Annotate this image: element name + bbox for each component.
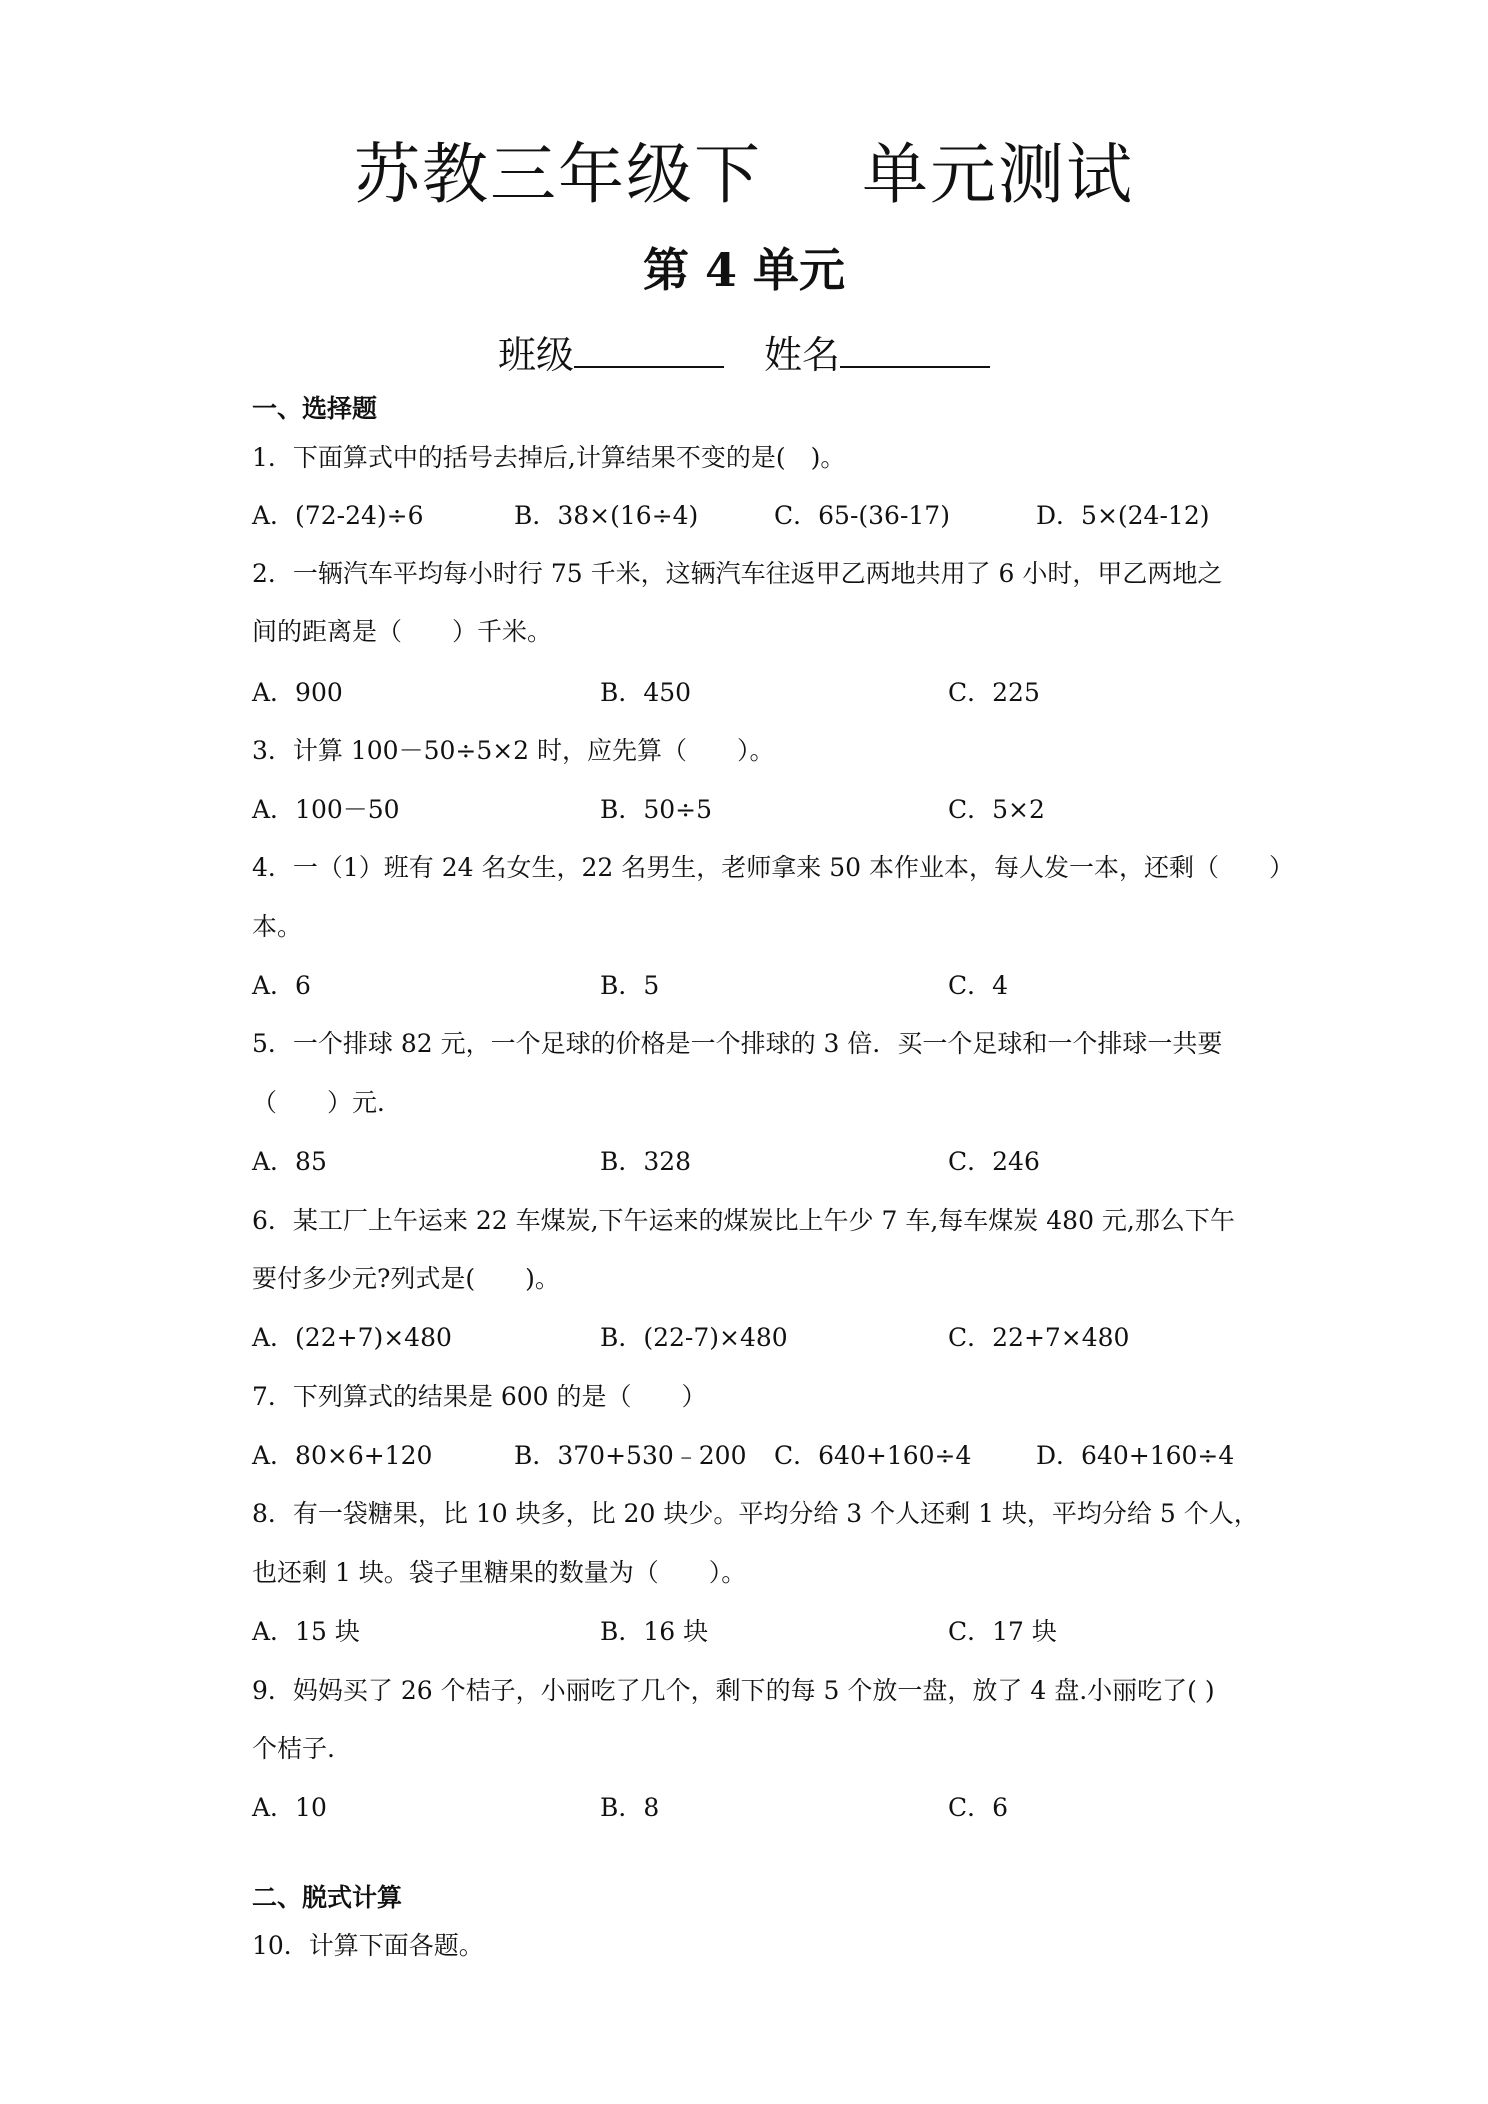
question-6-options — [252, 1320, 1252, 1356]
option-a[interactable]: A．(72-24)÷6 — [252, 501, 424, 530]
option-a[interactable]: A．10 — [252, 1793, 327, 1822]
option-a[interactable]: A．900 — [252, 678, 343, 707]
class-blank[interactable] — [574, 322, 724, 368]
name-label: 姓名 — [764, 333, 841, 377]
option-b[interactable]: B．16 块 — [600, 1617, 709, 1646]
question-5-text: 5．一个排球 82 元，一个足球的价格是一个排球的 3 倍．买一个足球和一个排球一共要 — [252, 1029, 1223, 1058]
option-b[interactable]: B．450 — [600, 678, 692, 707]
title-right: 单元测试 — [862, 136, 1134, 213]
question-3-text: 3．计算 100－50÷5×2 时，应先算（ ）。 — [252, 736, 775, 765]
option-c[interactable]: C．246 — [948, 1147, 1040, 1176]
question-8-text-cont: 也还剩 1 块。袋子里糖果的数量为（ ）。 — [252, 1558, 747, 1587]
question-9-text: 9．妈妈买了 26 个桔子，小丽吃了几个，剩下的每 5 个放一盘，放了 4 盘.小丽吃了( ) — [252, 1676, 1215, 1705]
option-b[interactable]: B．50÷5 — [600, 795, 713, 824]
question-3-options — [252, 792, 1252, 828]
class-label: 班级 — [497, 333, 574, 377]
option-b[interactable]: B．328 — [600, 1147, 692, 1176]
question-5-options — [252, 1144, 1252, 1180]
option-a[interactable]: A．6 — [252, 971, 311, 1000]
option-c[interactable]: C．640+160÷4 — [774, 1441, 972, 1470]
question-7-options — [252, 1438, 1252, 1474]
page-title — [0, 130, 1488, 220]
unit-subtitle: 第 4 单元 — [642, 243, 846, 297]
question-1-text: 1．下面算式中的括号去掉后,计算结果不变的是( )。 — [252, 443, 846, 472]
question-6-text-cont: 要付多少元?列式是( )。 — [252, 1264, 560, 1293]
section-heading-choice: 一、选择题 — [252, 394, 378, 423]
option-c[interactable]: C．225 — [948, 678, 1040, 707]
option-d[interactable]: D．640+160÷4 — [1036, 1441, 1235, 1470]
student-info-row — [0, 322, 1488, 383]
option-d[interactable]: D．5×(24-12) — [1036, 501, 1210, 530]
option-c[interactable]: C．65-(36-17) — [774, 501, 950, 530]
option-b[interactable]: B．38×(16÷4) — [514, 501, 699, 530]
question-4-options — [252, 968, 1252, 1004]
option-b[interactable]: B．(22-7)×480 — [600, 1323, 788, 1352]
option-c[interactable]: C．6 — [948, 1793, 1009, 1822]
question-2-text: 2．一辆汽车平均每小时行 75 千米，这辆汽车往返甲乙两地共用了 6 小时，甲乙两地之 — [252, 559, 1223, 588]
question-9-options — [252, 1790, 1252, 1826]
option-a[interactable]: A．85 — [252, 1147, 327, 1176]
question-4-text-cont: 本。 — [252, 912, 303, 941]
option-c[interactable]: C．4 — [948, 971, 1009, 1000]
option-a[interactable]: A．80×6+120 — [252, 1441, 433, 1470]
question-6-text: 6．某工厂上午运来 22 车煤炭,下午运来的煤炭比上午少 7 车,每车煤炭 480 元,那么下午 — [252, 1206, 1235, 1235]
question-8-text: 8．有一袋糖果，比 10 块多，比 20 块少。平均分给 3 个人还剩 1 块，平均分给 5 个人， — [252, 1499, 1259, 1528]
option-b[interactable]: B．370+530﹣200 — [514, 1441, 747, 1470]
option-a[interactable]: A．15 块 — [252, 1617, 360, 1646]
question-1-options — [252, 498, 1252, 534]
option-b[interactable]: B．5 — [600, 971, 660, 1000]
question-5-text-cont: （ ）元． — [252, 1088, 403, 1117]
option-a[interactable]: A．(22+7)×480 — [252, 1323, 452, 1352]
question-8-options — [252, 1614, 1252, 1650]
question-4-text: 4．一（1）班有 24 名女生，22 名男生，老师拿来 50 本作业本，每人发一本，还剩（ ） — [252, 853, 1294, 882]
option-c[interactable]: C．17 块 — [948, 1617, 1057, 1646]
option-b[interactable]: B．8 — [600, 1793, 660, 1822]
option-a[interactable]: A．100－50 — [252, 795, 400, 824]
question-7-text: 7．下列算式的结果是 600 的是（ ） — [252, 1382, 707, 1411]
question-2-options — [252, 675, 1252, 711]
question-10-text: 10．计算下面各题。 — [252, 1931, 484, 1960]
title-left: 苏教三年级下 — [354, 136, 762, 213]
question-2-text-cont: 间的距离是（ ）千米。 — [252, 617, 553, 646]
question-9-text-cont: 个桔子. — [252, 1734, 335, 1763]
option-c[interactable]: C．5×2 — [948, 795, 1045, 824]
name-blank[interactable] — [840, 322, 990, 368]
section-heading-calculation: 二、脱式计算 — [252, 1883, 403, 1912]
option-c[interactable]: C．22+7×480 — [948, 1323, 1130, 1352]
